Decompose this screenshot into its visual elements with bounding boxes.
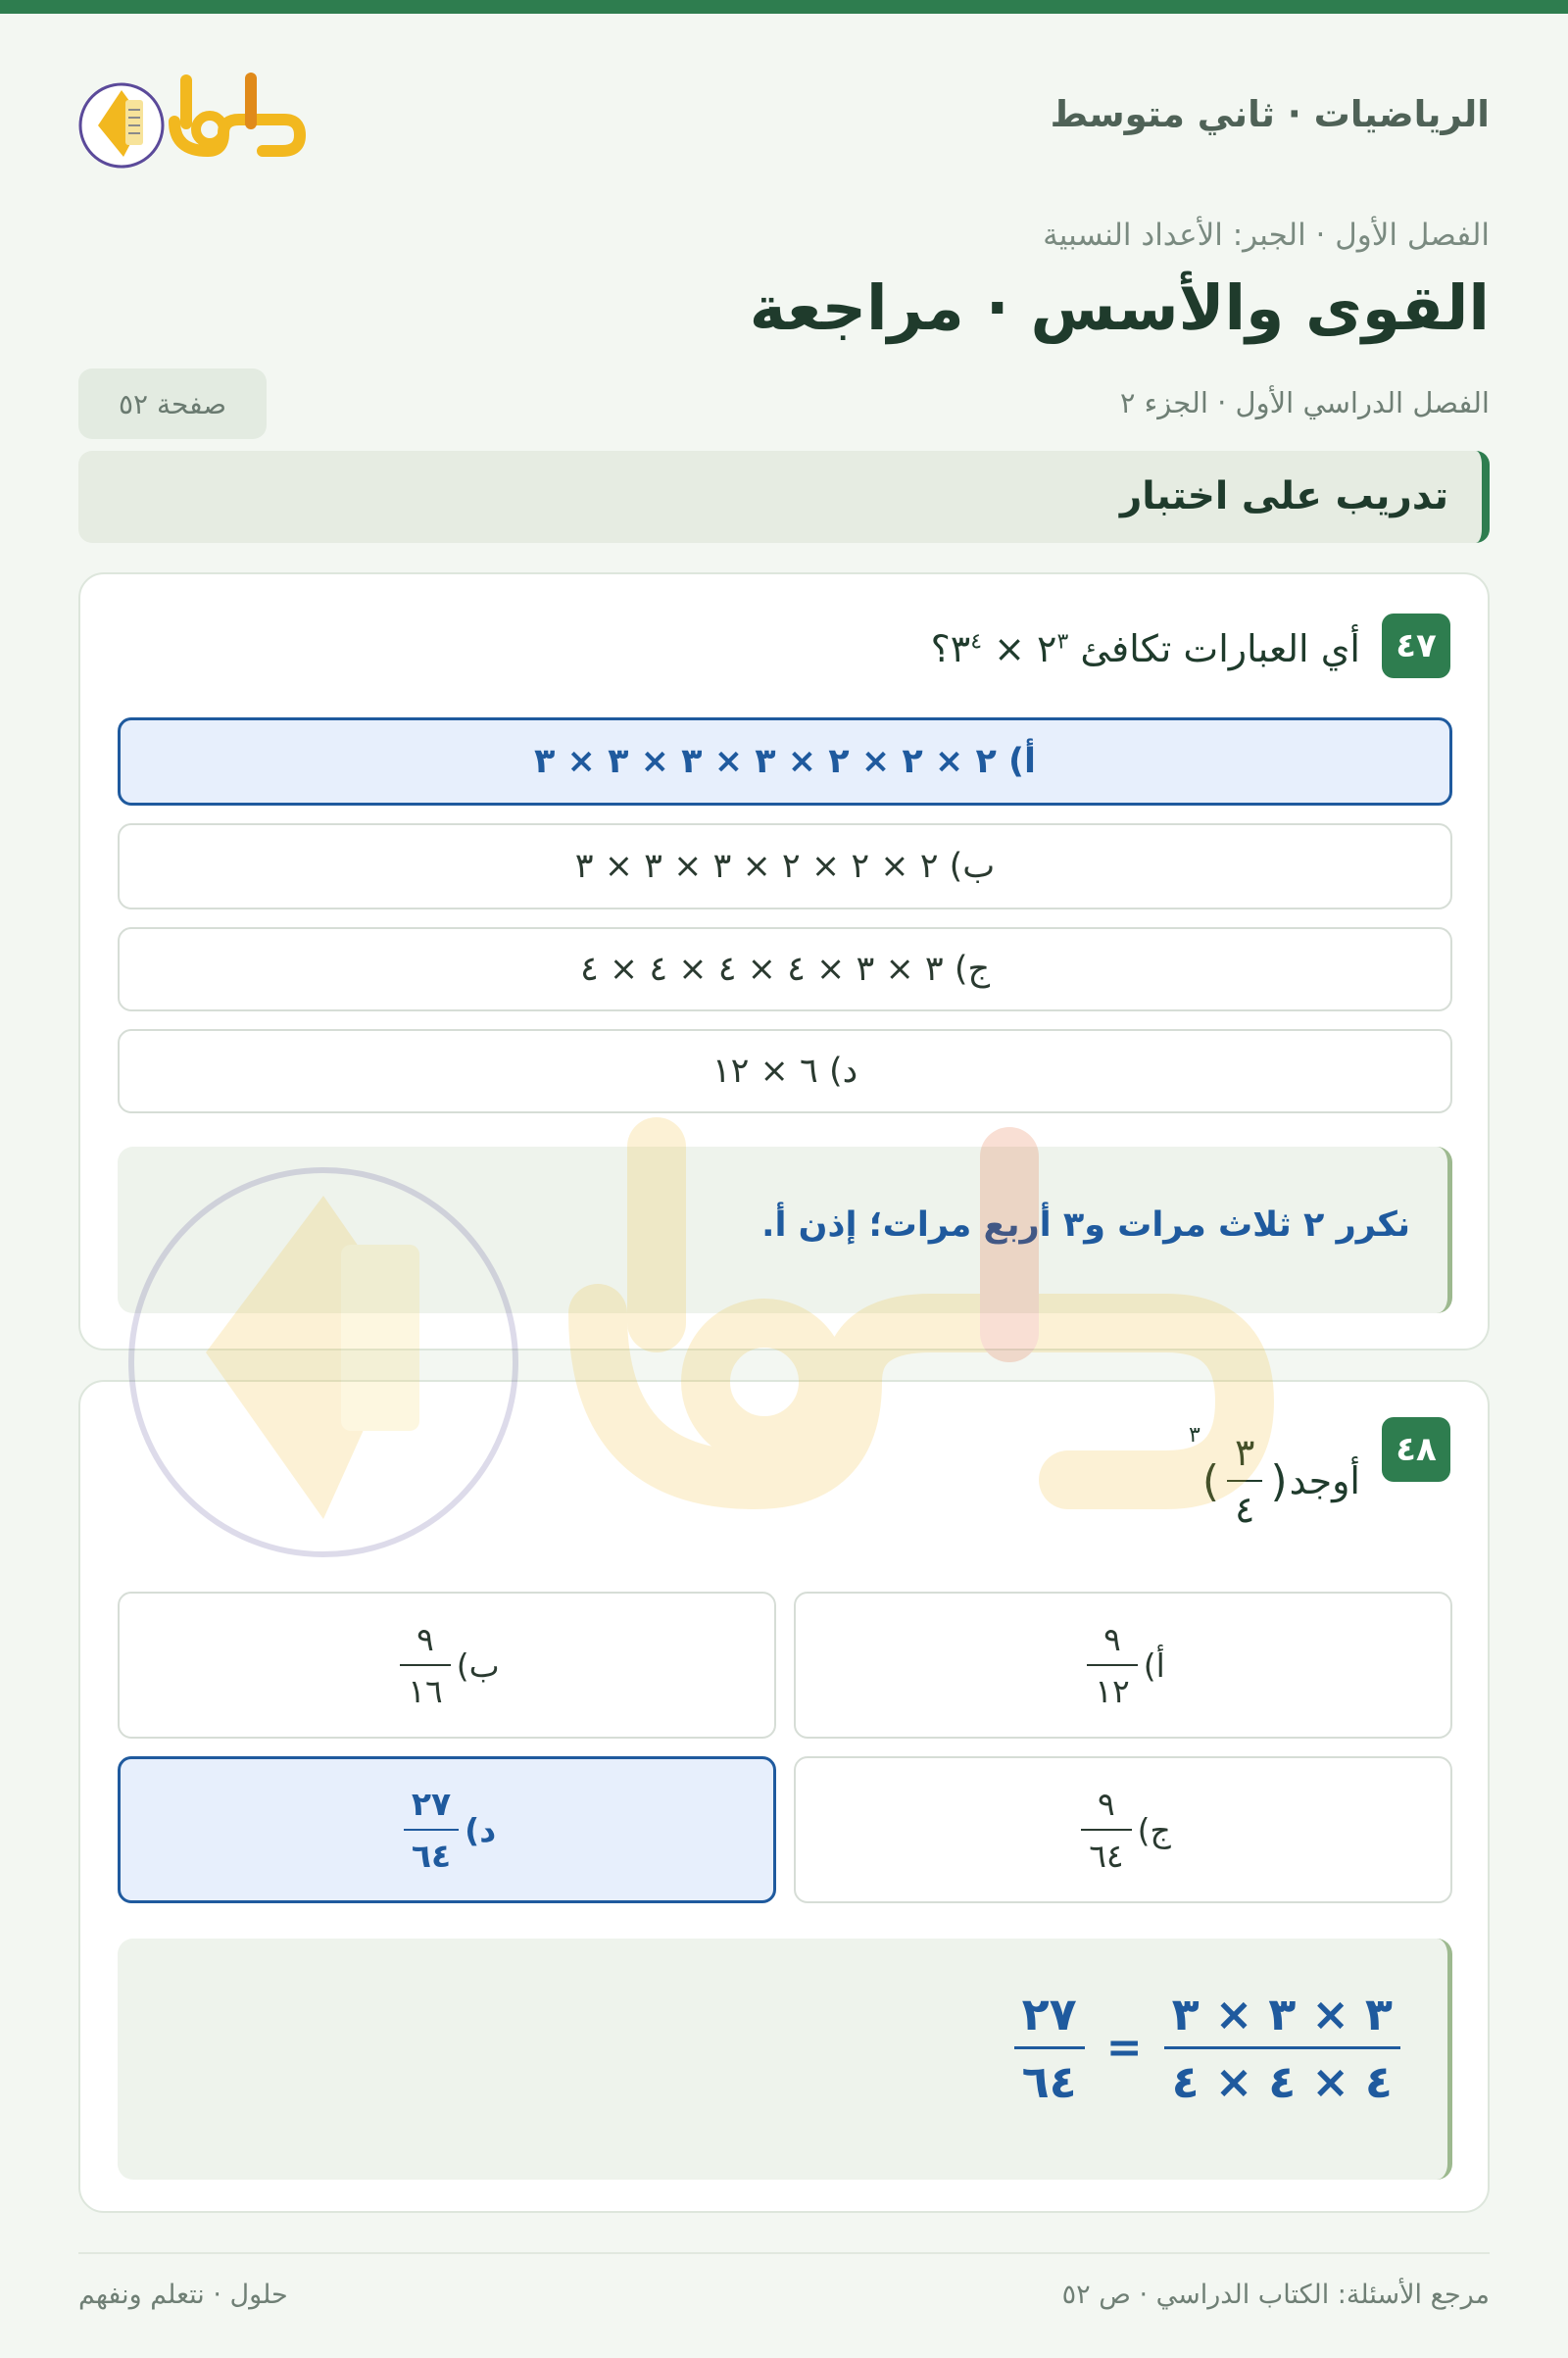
subject-title: الرياضيات · ثاني متوسط bbox=[1050, 93, 1490, 135]
answer-option-d[interactable]: د) ٦ × ١٢ bbox=[118, 1029, 1452, 1113]
footer-divider bbox=[78, 2252, 1490, 2254]
fraction-numerator: ٣ × ٣ × ٣ bbox=[1171, 1988, 1393, 2040]
open-paren: ( bbox=[1270, 1455, 1288, 1506]
fraction-numerator: ٢٧ bbox=[411, 1785, 452, 1823]
question-number-badge: ٤٧ bbox=[1382, 614, 1450, 678]
fraction-numerator: ٣ bbox=[1235, 1431, 1255, 1474]
question-text bbox=[1189, 1423, 1360, 1531]
option-fraction bbox=[400, 1620, 450, 1710]
question-text bbox=[931, 627, 1360, 670]
fraction-denominator: ٤ bbox=[1227, 1480, 1262, 1531]
explanation-box bbox=[118, 1939, 1452, 2180]
chapter-breadcrumb: الفصل الأول · الجبر: الأعداد النسبية bbox=[1043, 218, 1490, 253]
explanation-box bbox=[118, 1147, 1452, 1313]
question-card-48 bbox=[78, 1380, 1490, 2213]
answer-option-c[interactable]: ج) ٣ × ٣ × ٤ × ٤ × ٤ × ٤ bbox=[118, 927, 1452, 1011]
semester-label: الفصل الدراسي الأول · الجزء ٢ bbox=[1119, 386, 1490, 419]
exponent: ٣ bbox=[1056, 629, 1069, 655]
footer-reference: مرجع الأسئلة: الكتاب الدراسي · ص ٥٢ bbox=[1061, 2280, 1490, 2310]
option-fraction bbox=[404, 1785, 459, 1875]
question-text-part: × ٣ bbox=[950, 627, 1038, 670]
answer-option-d[interactable] bbox=[118, 1756, 776, 1903]
option-prefix: د) bbox=[465, 1810, 497, 1849]
fraction-denominator: ٦٤ bbox=[404, 1829, 459, 1875]
question-text-part: ؟ bbox=[930, 627, 951, 670]
option-prefix: أ) bbox=[1143, 1646, 1165, 1685]
fraction-denominator: ٦٤ bbox=[1014, 2046, 1085, 2108]
explanation-text: نكرر ٢ ثلاث مرات و٣ أربع مرات؛ إذن أ. bbox=[761, 1205, 1410, 1245]
explanation-equation bbox=[1004, 1988, 1410, 2108]
footer-tagline: حلول · نتعلم ونفهم bbox=[78, 2280, 288, 2310]
question-number-badge: ٤٨ bbox=[1382, 1417, 1450, 1482]
fraction-numerator: ٩ bbox=[1098, 1785, 1115, 1823]
fraction-denominator: ١٢ bbox=[1087, 1664, 1137, 1710]
question-text-part: أي العبارات تكافئ ٢ bbox=[1037, 627, 1360, 670]
expanded-fraction bbox=[1164, 1988, 1400, 2108]
top-accent-bar bbox=[0, 0, 1568, 14]
option-fraction bbox=[1081, 1785, 1131, 1875]
section-title: تدريب على اختبار bbox=[1119, 474, 1448, 518]
exponent: ٤ bbox=[970, 629, 983, 655]
fraction-numerator: ٩ bbox=[416, 1620, 434, 1658]
question-card-47 bbox=[78, 572, 1490, 1351]
close-paren: ) bbox=[1201, 1455, 1220, 1506]
fraction-numerator: ٩ bbox=[1103, 1620, 1121, 1658]
fraction-denominator: ٤ × ٤ × ٤ bbox=[1164, 2046, 1400, 2108]
option-prefix: ب) bbox=[456, 1646, 500, 1685]
page-number-badge: صفحة ٥٢ bbox=[78, 368, 267, 439]
answer-option-a[interactable]: أ) ٢ × ٢ × ٢ × ٣ × ٣ × ٣ × ٣ bbox=[118, 717, 1452, 806]
brand-logo[interactable] bbox=[76, 61, 351, 178]
answer-option-b[interactable]: ب) ٢ × ٢ × ٢ × ٣ × ٣ × ٣ bbox=[118, 823, 1452, 909]
question-text-part: أوجد bbox=[1289, 1459, 1360, 1502]
fraction-denominator: ٦٤ bbox=[1081, 1829, 1131, 1875]
option-fraction bbox=[1087, 1620, 1137, 1710]
answer-option-a[interactable] bbox=[794, 1592, 1452, 1739]
answer-option-b[interactable] bbox=[118, 1592, 776, 1739]
option-prefix: ج) bbox=[1137, 1810, 1171, 1849]
fraction-numerator: ٢٧ bbox=[1021, 1988, 1077, 2040]
exponent: ٣ bbox=[1189, 1423, 1200, 1448]
question-fraction bbox=[1227, 1431, 1262, 1531]
page-title: القوى والأسس · مراجعة bbox=[749, 272, 1490, 344]
fraction-denominator: ١٦ bbox=[400, 1664, 450, 1710]
section-header bbox=[78, 451, 1490, 543]
answer-option-c[interactable] bbox=[794, 1756, 1452, 1903]
equals-sign: = bbox=[1105, 2023, 1143, 2073]
result-fraction bbox=[1014, 1988, 1085, 2108]
